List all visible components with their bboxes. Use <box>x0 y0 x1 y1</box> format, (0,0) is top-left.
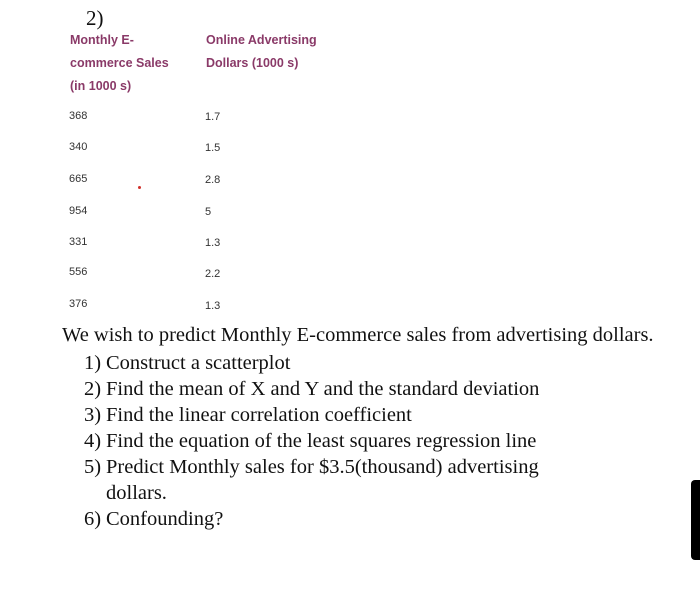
task-item <box>62 376 682 402</box>
ads-cell: 1.3 <box>205 237 221 249</box>
task-number: 3) <box>84 404 102 426</box>
task-text: Predict Monthly sales for $3.5(thousand) advertising dollars. <box>106 456 539 504</box>
task-text: Find the linear correlation coefficient <box>106 404 412 426</box>
sales-cell: 340 <box>69 141 88 153</box>
ads-cell: 2.8 <box>205 174 221 186</box>
sales-column-header <box>70 29 169 98</box>
problem-number: 2) <box>86 6 104 30</box>
ads-cell: 5 <box>205 206 212 218</box>
task-number: 6) <box>84 508 102 530</box>
task-number: 2) <box>84 378 102 400</box>
task-text: Confounding? <box>106 508 224 530</box>
ads-cell: 1.5 <box>205 142 221 154</box>
ads-cell: 1.3 <box>205 300 221 312</box>
sales-cell: 331 <box>69 236 88 248</box>
task-text: Construct a scatterplot <box>106 352 291 374</box>
question-intro: We wish to predict Monthly E-commerce sales from advertising dollars. <box>62 324 654 346</box>
sales-cell: 376 <box>69 298 88 310</box>
task-number: 5) <box>84 456 102 478</box>
task-item <box>62 350 682 376</box>
question-block <box>62 322 682 532</box>
sales-header-line: commerce Sales <box>70 56 169 70</box>
task-item <box>62 454 682 506</box>
sales-cell: 368 <box>69 110 88 122</box>
sales-cell: 556 <box>69 266 88 278</box>
ads-column-header <box>206 29 317 75</box>
sales-header-line: Monthly E- <box>70 33 134 47</box>
ads-header-line: Online Advertising <box>206 33 317 47</box>
task-item <box>62 402 682 428</box>
task-number: 4) <box>84 430 102 452</box>
stray-red-dot <box>138 186 141 189</box>
sales-cell: 665 <box>69 173 88 185</box>
edge-bar <box>691 480 700 560</box>
task-list <box>62 350 682 532</box>
task-text: Find the equation of the least squares regression line <box>106 430 537 452</box>
task-number: 1) <box>84 352 102 374</box>
task-item <box>62 506 682 532</box>
ads-header-line: Dollars (1000 s) <box>206 56 299 70</box>
ads-cell: 1.7 <box>205 111 221 123</box>
sales-header-line: (in 1000 s) <box>70 79 132 93</box>
sales-cell: 954 <box>69 205 88 217</box>
task-text: Find the mean of X and Y and the standard deviation <box>106 378 540 400</box>
ads-cell: 2.2 <box>205 268 221 280</box>
task-item <box>62 428 682 454</box>
